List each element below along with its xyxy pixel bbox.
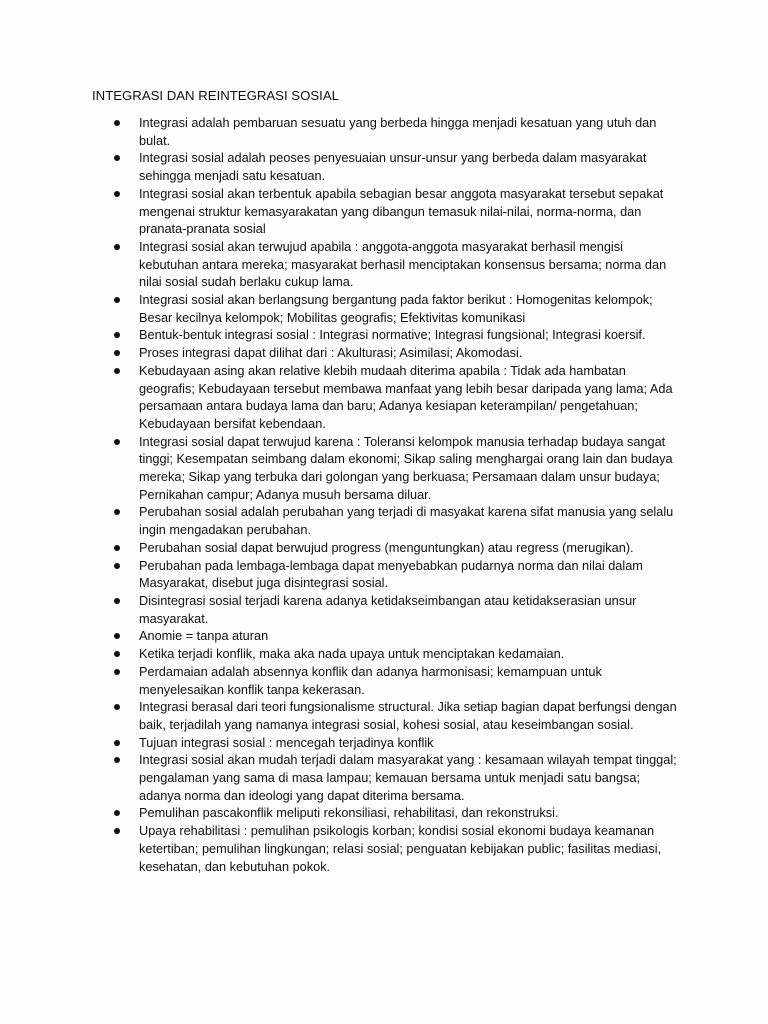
list-item-text: Disintegrasi sosial terjadi karena adanya ketidakseimbangan atau ketidakserasian unsur masyarakat. [139,592,637,626]
list-item [0,539,679,557]
list-item [0,645,679,663]
bullet-icon [114,633,120,639]
list-item [0,557,679,592]
bullet-icon [114,740,120,746]
bullet-icon [114,439,120,445]
bullet-icon [114,191,120,197]
bullet-icon [114,368,120,374]
list-item-text: Integrasi sosial adalah peoses penyesuaian unsur-unsur yang berbeda dalam masyarakat sehingga menjadi satu kesatuan. [139,150,647,184]
list-item-text: Integrasi sosial akan berlangsung bergantung pada faktor berikut : Homogenitas kelompok; Besar kecilnya kelompok; Mobilitas geografis; Efektivitas komunikasi [139,292,653,325]
bullet-icon [114,155,120,161]
list-item-text: Kebudayaan asing akan relative klebih mudaah diterima apabila : Tidak ada hambatan geografis; Kebudayaan tersebut membawa manfaat yang lebih besar daripada yang lama; Ada persamaan antara budaya lama dan baru; Adanya kesiapan keterampilan/ pengetahuan; Kebudayaan bersifat kebendaan. [139,362,673,431]
list-item [0,734,679,752]
list-item-text: Integrasi sosial akan mudah terjadi dalam masyarakat yang : kesamaan wilayah tempat tinggal; pengalaman yang sama di masa lampau; kemauan bersama untuk menjadi satu bangsa; adanya norma dan ideologi yang dapat diterima bersama. [139,752,677,803]
list-item [0,326,679,344]
bullet-icon [114,563,120,569]
list-item [0,822,679,875]
bullet-icon [114,350,120,356]
list-item-text: Ketika terjadi konflik, maka aka nada upaya untuk menciptakan kedamaian. [139,646,565,662]
bullet-icon [114,244,120,250]
list-item-text: Perdamaian adalah absennya konflik dan adanya harmonisasi; kemampuan untuk menyelesaikan konflik tanpa kekerasan. [139,663,602,697]
list-item-text: Perubahan pada lembaga-lembaga dapat menyebabkan pudarnya norma dan nilai dalam Masyarakat, disebut juga disintegrasi sosial. [139,557,643,591]
list-item-text: Integrasi berasal dari teori fungsionalisme structural. Jika setiap bagian dapat berfungsi dengan baik, terjadilah yang namanya integrasi sosial, kohesi sosial, atau keseimbangan sosial. [139,699,677,732]
list-item [0,185,679,238]
list-item [0,751,679,804]
list-item [0,503,679,538]
list-item [0,627,679,645]
list-item [0,804,679,822]
list-item-text: Integrasi sosial akan terbentuk apabila sebagian besar anggota masyarakat tersebut sepakat mengenai struktur kemasyarakatan yang dibangun temasuk nilai-nilai, norma-norma, dan pranata-pranata sosial [139,185,664,237]
bullet-icon [114,297,120,303]
list-item [0,663,679,698]
bullet-icon [114,704,120,710]
list-item-text: Integrasi sosial dapat terwujud karena : Toleransi kelompok manusia terhadap budaya sangat tinggi; Kesempatan seimbang dalam ekonomi; Sikap saling menghargai orang lain dan budaya mereka; Sikap yang terbuka dari golongan yang berkuasa; Persamaan dalam unsur budaya; Pernikahan campur; Adanya musuh bersama diluar. [139,433,673,502]
list-item-text: Pemulihan pascakonflik meliputi rekonsiliasi, rehabilitasi, dan rekonstruksi. [139,805,559,821]
list-item [0,698,679,733]
bullet-icon [114,669,120,675]
bullet-icon [114,651,120,657]
list-item [0,362,679,433]
list-item [0,344,679,362]
bullet-icon [114,120,120,126]
document-title: INTEGRASI DAN REINTEGRASI SOSIAL [92,88,339,103]
list-item [0,149,679,184]
list-item-text: Tujuan integrasi sosial : mencegah terjadinya konflik [139,734,434,750]
list-item [0,114,679,149]
list-item-text: Anomie = tanpa aturan [139,628,269,644]
list-item-text: Perubahan sosial adalah perubahan yang terjadi di masyakat karena sifat manusia yang selalu ingin mengadakan perubahan. [139,504,674,538]
list-item-text: Bentuk-bentuk integrasi sosial : Integrasi normative; Integrasi fungsional; Integrasi koersif. [139,327,646,343]
list-item-text: Perubahan sosial dapat berwujud progress (menguntungkan) atau regress (merugikan). [139,539,634,555]
bullet-icon [114,810,120,816]
list-item [0,291,679,326]
list-item-text: Integrasi sosial akan terwujud apabila : anggota-anggota masyarakat berhasil mengisi kebutuhan antara mereka; masyarakat berhasil menciptakan konsensus bersama; norma dan nilai sosial sudah berlaku cukup lama. [139,238,667,290]
list-item-text: Integrasi adalah pembaruan sesuatu yang berbeda hingga menjadi kesatuan yang utuh dan bulat. [139,115,657,148]
bullet-icon [114,545,120,551]
list-item [0,433,679,504]
bullet-icon [114,598,120,604]
list-item-text: Proses integrasi dapat dilihat dari : Akulturasi; Asimilasi; Akomodasi. [139,345,523,361]
list-item [0,238,679,291]
bullet-list [0,114,679,875]
bullet-icon [114,828,120,834]
bullet-icon [114,757,120,763]
bullet-icon [114,332,120,338]
bullet-icon [114,509,120,515]
list-item [0,592,679,627]
list-item-text: Upaya rehabilitasi : pemulihan psikologis korban; kondisi sosial ekonomi budaya keamanan ketertiban; pemulihan lingkungan; relasi sosial; penguatan kebijakan public; fasilitas mediasi, kesehatan, dan kebutuhan pokok. [139,823,662,874]
